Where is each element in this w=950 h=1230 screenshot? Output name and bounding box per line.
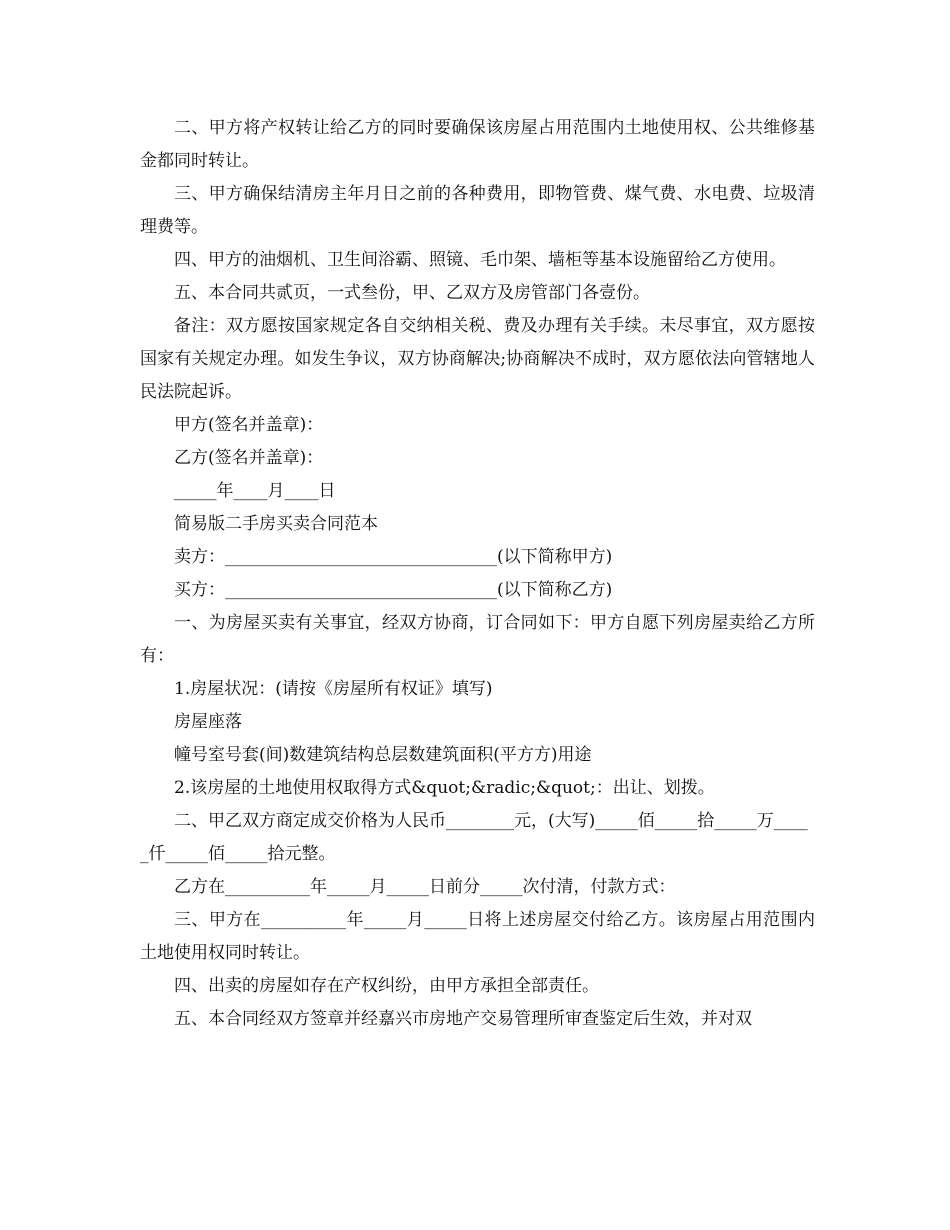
contract-template-title: 简易版二手房买卖合同范本 (174, 514, 378, 534)
land-use-right: 2.该房屋的土地使用权取得方式&quot;&radic;&quot;：出让、划拨。 (174, 778, 715, 798)
seller-line: 卖方：________________________________(以下简称甲方) (174, 547, 613, 567)
signature-date: _____年____月____日 (174, 481, 336, 501)
paragraph-copies: 五、本合同共贰页，一式叁份，甲、乙双方及房管部门各壹份。 (174, 283, 650, 303)
document-body (140, 112, 815, 1036)
paragraph-fixtures: 四、甲方的油烟机、卫生间浴霸、照镜、毛巾架、墙柜等基本设施留给乙方使用。 (174, 250, 786, 270)
payment-terms: 乙方在__________年_____月_____日前分_____次付清，付款方式： (174, 877, 676, 897)
clause-three-delivery: 三、甲方在__________年_____月_____日将上述房屋交付给乙方。该房屋占用范围内土地使用权同时转让。 (140, 910, 815, 963)
clause-four-disputes: 四、出卖的房屋如存在产权纠纷，由甲方承担全部责任。 (174, 976, 599, 996)
property-location: 房屋座落 (174, 712, 242, 732)
clause-two-price: 二、甲乙双方商定成交价格为人民币________元，(大写)_____佰_____拾_____万_____仟_____佰_____拾元整。 (140, 811, 808, 864)
paragraph-settle-fees: 三、甲方确保结清房主年月日之前的各种费用，即物管费、煤气费、水电费、垃圾清理费等。 (140, 184, 815, 237)
party-a-signature: 甲方(签名并盖章)： (174, 415, 324, 435)
clause-five-effective: 五、本合同经双方签章并经嘉兴市房地产交易管理所审查鉴定后生效，并对双 (174, 1009, 752, 1029)
clause-one: 一、为房屋买卖有关事宜，经双方协商，订合同如下：甲方自愿下列房屋卖给乙方所有： (140, 613, 815, 666)
property-details: 幢号室号套(间)数建筑结构总层数建筑面积(平方方)用途 (174, 745, 592, 765)
party-b-signature: 乙方(签名并盖章)： (174, 448, 324, 468)
paragraph-remarks: 备注：双方愿按国家规定各自交纳相关税、费及办理有关手续。未尽事宜，双方愿按国家有关规定办理。如发生争议，双方协商解决;协商解决不成时，双方愿依法向管辖地人民法院起诉。 (140, 316, 815, 402)
property-status: 1.房屋状况：(请按《房屋所有权证》填写) (174, 679, 493, 699)
buyer-line: 买方：________________________________(以下简称乙方) (174, 580, 613, 600)
paragraph-transfer-rights: 二、甲方将产权转让给乙方的同时要确保该房屋占用范围内土地使用权、公共维修基金都同时转让。 (140, 118, 815, 171)
